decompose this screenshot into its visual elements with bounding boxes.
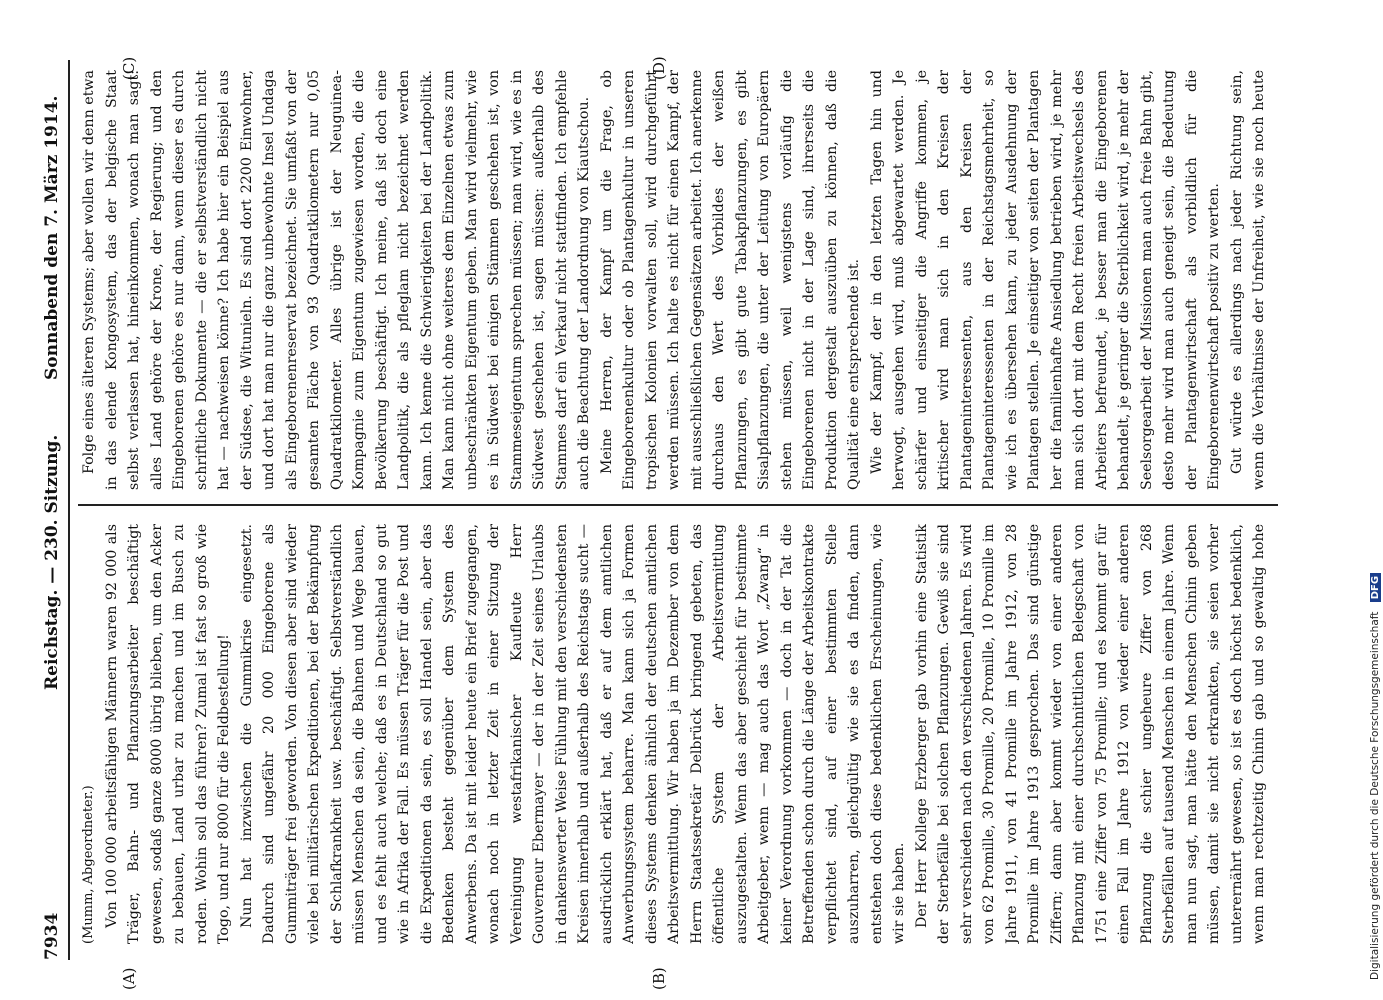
rotated-page (40, 0, 1340, 990)
column-divider (78, 504, 1278, 506)
paragraph: Meine Herren, der Kampf um die Frage, ob Eingeborenenkultur oder ob Plantagenkultur in unseren tropischen Kolonien vorwalten soll, wird durchgeführt werden müssen. Ich halte es nicht für einen Kampf, der mit ausschließlichen Gegensätzen arbeitet. Ich anerkenne durchaus den Wert des Vorbildes der weißen Pflanzungen, es gibt gute Tabakpflanzungen, es gibt Sisalpflanzungen, die unter der Leitung von Europäern stehen müssen, weil wenigstens vorläufig die Eingeborenen nicht in der Lage sind, ihrerseits die Produktion dergestalt auszuüben zu können, daß die Qualität eine entsprechende ist. (598, 70, 862, 490)
margin-letter-c: (C) (120, 56, 138, 80)
margin-letter-b: (B) (650, 967, 668, 990)
right-column (78, 70, 1268, 490)
digitization-note-text: Digitalisierung gefördert durch die Deutsche Forschungsgemeinschaft (1369, 611, 1381, 980)
header-title: Reichstag. — 230. Sitzung. (42, 434, 62, 690)
header-date: Sonnabend den 7. März 1914. (42, 95, 62, 380)
margin-letter-d: (D) (650, 56, 668, 80)
speaker-label: (Mumm, Abgeordneter.) (81, 785, 96, 944)
paragraph: Folge eines älteren Systems; aber wollen wir denn etwa in das elende Kongosystem, das der belgische Staat selbst verlassen hat, hineinkommen, wonach man sagt: alles Land gehöre der Krone, der Regierung; und den Eingeborenen gehöre es nur dann, wenn dieser es durch schriftliche Dokumente — die er selbstverständlich nicht hat — nachweisen könne? Ich habe hier ein Beispiel aus der Südsee, die Witunieln. Es sind dort 2200 Einwohner, und dort hat man nur die ganz unbewohnte Insel Undaga als Eingeborenenreservat bezeichnet. Sie umfaßt von der gesamten Fläche von 93 Quadratkilometern nur 0,05 Quadratkilometer. Alles übrige ist der Neuguinea-Kompagnie zum Eigentum zugewiesen worden, die die Bevölkerung beschäftigt. Ich meine, daß ist doch eine Landpolitik, die als pfleglam nicht bezeichnet werden kann. Ich kenne die Schwierigkeiten bei der Landpolitik. Man kann nicht ohne weiteres dem Einzelnen etwas zum unbeschränkten Eigentum geben. Man wird vielmehr, wie es in Südwest bei einigen Stämmen geschehen ist, von Stammeseigentum sprechen müssen; man wird, wie es in Südwest geschehen ist, sagen müssen: außerhalb des Stammes darf ein Verkauf nicht stattfinden. Ich empfehle auch die Beachtung der Landordnung von Kiautschou. (81, 70, 592, 490)
page-header (40, 60, 70, 960)
paragraph: Gut würde es allerdings nach jeder Richtung sein, wenn die Verhältnisse der Unfreiheit, wie sie noch heute (1228, 70, 1267, 490)
digitization-note (1365, 10, 1383, 990)
paragraph: Nun hat inzwischen die Gummikrise eingesetzt. Dadurch sind ungefähr 20 000 Eingeborene als Gummiträger frei geworden. Von diesen aber sind wieder viele bei militärischen Expeditionen, bei der Bekämpfung der Schlafkrankheit usw. beschäftigt. Selbstverständlich müssen Menschen da sein, die Bahnen und Wege bauen, und es fehlt auch welche; daß es in Deutschland so gut wie in Afrika der Fall. Es müssen Träger für die Post und die Expeditionen da sein, es soll Handel sein, aber das Bedenken besteht gegenüber dem System des Anwerbens. Da ist mit leider heute ein Brief zugegangen, wonach noch in letzter Zeit in einer Sitzung der Vereinigung westafrikanischer Kaufleute Herr Gouverneur Ebermayer — der in der Zeit seines Urlaubs in dankenswerter Weise Fühlung mit den verschiedensten Kreisen innerhalb und außerhalb des Reichstags sucht — ausdrücklich erklärt hat, daß er auf dem amtlichen Anwerbungssystem beharre. Man kann sich ja Formen dieses Systems denken ähnlich der deutschen amtlichen Arbeitsvermittlung. Wir haben ja im Dezember von dem Herrn Staatssekretär Delbrück bringend gebeten, das öffentliche System der Arbeitsvermittlung auszugestalten. Wenn das aber geschieht für bestimmte Arbeitgeber, wenn — mag auch das Wort „Zwang“ in keiner Verordnung vorkommen — doch in der Tat die Betreffenden schon durch die Länge der Arbeitskontrakte verpflichtet sind, auf einer bestimmten Stelle auszuharren, gleichgültig wie sie es da finden, dann entstehen doch diese bedenklichen Erscheinungen, wie wir sie haben. (238, 524, 907, 944)
paragraph: Wie der Kampf, der in den letzten Tagen hin und herwogt, ausgehen wird, muß abgewartet werden. Je schärfer und einseitiger die Angriffe kommen, je kritischer wird man sich in den Kreisen der Plantageninteressenten, aus den Kreisen der Plantageninteressenten in der Reichstagsmehrheit, so wie ich es übersehen kann, zu jeder Ausdehnung der Plantagen stellen. Je einseitiger von seiten der Plantagen her die familienhafte Ansiedlung betrieben wird, je mehr man sich dort mit dem Recht freien Arbeitswechsels des Arbeiters befreundet, je besser man die Eingeborenen behandelt, je geringer die Sterblichkeit wird, je mehr der Seelsorgearbeit der Missionen man auch freie Bahn gibt, desto mehr wird man auch geneigt sein, die Bedeutung der Plantagenwirtschaft als vorbildlich für die Eingeborenenwirtschaft positiv zu werten. (868, 70, 1222, 490)
dfg-logo: DFG (1370, 573, 1381, 602)
margin-letter-a: (A) (120, 967, 138, 990)
paragraph: Von 100 000 arbeitsfähigen Männern waren 92 000 als Träger, Bahn- und Pflanzungsarbeiter beschäftigt gewesen, sodaß ganze 8000 übrig blieben, um den Acker zu bebauen, Land urbar zu machen und im Busch zu roden. Wohin soll das führen? Zumal ist fast so groß wie Togo, und nur 8000 für die Feldbestellung! (103, 524, 232, 944)
paragraph: Der Herr Kollege Erzberger gab vorhin eine Statistik der Sterbefälle bei solchen Pflanzungen. Gewiß sie sind sehr verschieden nach den verschiedenen Jahren. Es wird von 62 Promille, 30 Promille, 20 Promille, 10 Promille im Jahre 1911, von 41 Promille im Jahre 1912, von 28 Promille im Jahre 1913 gesprochen. Das sind günstige Ziffern; dann aber kommt wieder von einer anderen Pflanzung mit einer durchschnittlichen Belegschaft von 1751 eine Ziffer von 75 Promille; und es kommt gar für einen Fall im Jahre 1912 von wieder einer anderen Pflanzung die schier ungeheure Ziffer von 268 Sterbefällen auf tausend Menschen in einem Jahre. Wenn man nun sagt, man hätte den Menschen Chinin geben müssen, damit sie nicht erkrankten, sie seien vorher unterernährt gewesen, so ist es doch höchst bedenklich, wenn man rechtzeitig Chinin gab und so gewaltig hohe (913, 524, 1267, 944)
page-number: 7934 (42, 912, 62, 960)
left-column (78, 524, 1268, 944)
